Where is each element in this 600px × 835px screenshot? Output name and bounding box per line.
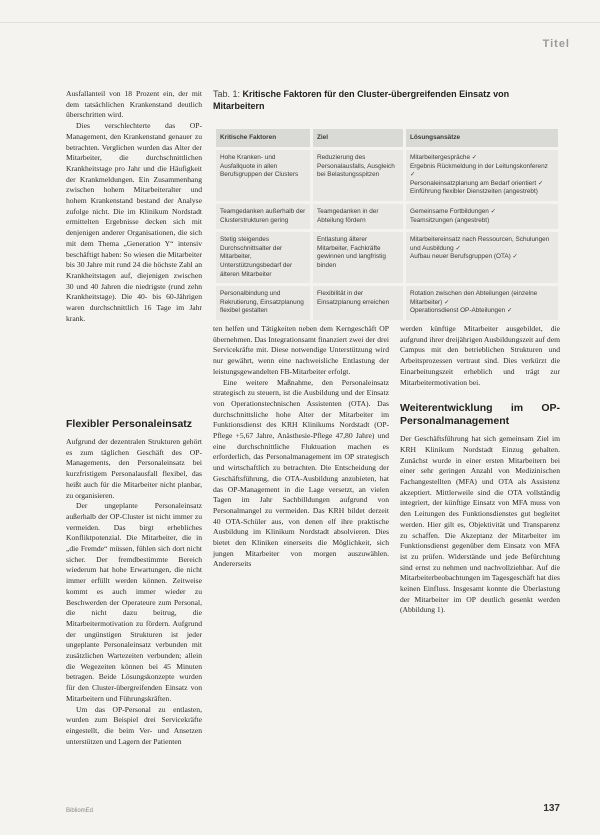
column-header: Kritische Faktoren [216,129,310,147]
paragraph: ten helfen und Tätigkeiten neben dem Kerngeschäft OP übernehmen. Das Integrationsamt finanziert zwei der drei Servicekräfte mit. Diese notwendige Unterstützung wird nur gewährt, wenn eine nachweisliche Entlastung der leistungsgewandelten FB-Mitarbeiter erfolgt. [213,324,389,376]
page-number: 137 [543,803,560,814]
table-row [216,232,558,283]
solutions-cell [406,204,558,229]
table-caption-title: Kritische Faktoren für den Cluster-übergreifenden Einsatz von Mitarbeitern [213,89,510,111]
paragraph: werden künftige Mitarbeiter ausgebildet, die aufgrund ihrer dreijährigen Ausbildungszeit auf dem Campus mit den betrieblichen Strukturen und Arbeitsprozessen vertraut sind. Dies verkürzt die Einarbeitungszeit erheblich und trägt zur Mitarbeitermotivation bei. [400,324,560,387]
column-1-bottom [66,418,202,747]
goal-cell: Teamgedanken in der Abteilung fördern [313,204,403,229]
solution-item: Einführung flexibler Dienstzeiten (angestrebt) [410,188,538,196]
paragraph: Um das OP-Personal zu entlasten, wurden zum Beispiel drei Servicekräfte eingestellt, die beim Ver- und Ansetzen unterstützen und Lagern der Patienten [66,704,202,746]
table-caption [213,89,561,112]
goal-cell: Entlastung älterer Mitarbeiter, Fachkräfte gewinnen und langfristig binden [313,232,403,283]
solution-item: Rotation zwischen den Abteilungen (einzelne Mitarbeiter) ✓ [410,290,538,306]
footer-publisher: BibliomEd [66,808,94,814]
paragraph: Ausfallanteil von 18 Prozent ein, der mit dem tatsächlichen Krankenstand deutlich überschritten wird. [66,89,202,120]
paragraph: Aufgrund der dezentralen Strukturen gehört es zum täglichen Geschäft des OP-Managements, den Personaleinsatz bei kurzfristigem Personalausfall flexibel, das heißt auch für die Mitarbeiter nicht planbar, zu organisieren. [66,437,202,500]
column-2 [213,324,389,570]
table-row [216,150,558,201]
goal-cell: Reduzierung des Personalausfalls, Ausgleich bei Belastungsspitzen [313,150,403,201]
column-1-top [66,89,202,324]
solution-item: Gemeinsame Fortbildungen ✓ [410,207,496,215]
factor-cell: Stetig steigendes Durchschnittsalter der Mitarbeiter, Unterstützungsbedarf der älteren Mitarbeiter [216,232,310,283]
solution-item: Personaleinsatzplanung am Bedarf orientiert ✓ [410,179,544,187]
paragraph: Der Geschäftsführung hat sich gemeinsam Ziel im KRH Klinikum Nordstadt Einzug gehalten. Zunächst wurde in einer ersten Mitarbeitern bei einer sehr geringen Anzahl von Medizinischen Fachangestellten (MFA) und OTA als Assistenz akzeptiert. Mittlerweile sind die OTA vollständig integriert, der künftige Einsatz von MFA muss von den Leitungen des Funktionsdienstes gut begleitet werden. Hier gilt es, Objektivität und Transparenz zu schaffen. Die Akzeptanz der Mitarbeiter im Funktionsdienst gegenüber dem Einsatz von MFA ist zu prüfen. Widerstände und jede Befürchtung sind ernst zu nehmen und nachvollziehbar. Auf die Mitarbeiterbeobachtungen im Tagesgeschäft hat dies keinen Einfluss. Insgesamt konnte die Überlastung der Mitarbeiter im OP deutlich gesenkt werden (Abbildung 1). [400,434,561,615]
table-row [216,286,558,320]
paragraph: Dies verschlechterte das OP-Management, den Krankenstand genauer zu betrachten. Verglichen wurden das Alter der Mitarbeiter, die durchschnittlichen Krankheitstage pro Jahr und die Häufigkeit der Krankmeldungen. Ein Zusammenhang zwischen hohem Mitarbeiteralter und hohem Krankenstand bestand der Analyse zufolge nicht. Die im Klinikum Nordstadt ermittelten Ergebnisse decken sich mit denjenigen anderer Organisationen, die sich mit dem Thema „Generation Y“ intensiv beschäftigt haben: So wiesen die Mitarbeiter bis 30 Jahre mit rund 24 die höchste Zahl an Krankheitstagen auf, diejenigen zwischen 30 und 40 Jahren die niedrigste (rund zehn Krankheitstage). Die 40- bis 60-Jährigen waren durchschnittlich 16 Tage im Jahr krank. [66,121,202,323]
solution-item: Mitarbeitereinsatz nach Ressourcen, Schulungen und Ausbildung ✓ [410,236,550,252]
solution-item: Mitarbeitergespräche ✓ [410,154,478,161]
critical-factors-table [213,126,561,323]
factor-cell: Teamgedanken außerhalb der Clusterstrukturen gering [216,204,310,229]
page-header-title: Titel [542,38,570,50]
column-header: Lösungsansätze [406,129,558,147]
factor-cell: Hohe Kranken- und Ausfallquote in allen Berufsgruppen der Clusters [216,150,310,201]
solution-item: Ergebnis Rückmeldung in der Leitungskonferenz ✓ [410,162,548,179]
table-header-row [216,129,558,147]
table-row [216,204,558,229]
solution-item: Aufbau neuer Berufsgruppen (OTA) ✓ [410,253,518,261]
paragraph: Eine weitere Maßnahme, den Personaleinsatz strategisch zu steuern, ist die Ausbildung und der Einsatz von Operationstechnischen Assistenten (OTA). Das durchschnittsliche hohe Alter der Mitarbeiter im Funktionsdienst des KRH Klinikums Nordstadt (OP-Pflege +5,67 Jahre, Anästhesie-Pflege 47,80 Jahre) und eine durchschnittliche Fluktuation machen es erforderlich, das Personalmanagement im OP strategisch und wirtschaftlich zu betrachten. Die Entscheidung der Geschäftsführung, die OTA-Ausbildung anzubieten, hat das OP-Management in die Lage versetzt, an vielen Tagen im Jahr Sachbilldungen aufgrund von Personalmangel zu vermeiden. Das KRH bildet derzeit 40 OTA-Schüler aus, von denen elf ihre praktische Ausbildung im Klinikum Nordstadt absolvieren. Dies bietet den Kliniken einerseits die Möglichkeit, sich jungen Mitarbeiter von morgen auszuwählen. Andererseits [213,377,389,569]
table-caption-label: Tab. 1: [213,89,241,99]
solution-item: Teamsitzungen (angestrebt) [410,216,490,224]
solutions-cell [406,232,558,283]
column-3 [400,324,560,616]
section-heading: Flexibler Personaleinsatz [66,418,193,430]
paragraph: Der ungeplante Personaleinsatz außerhalb der OP-Cluster ist nicht immer zu vermeiden. Das birgt erhebliches Konfliktpotenzial. Die Mitarbeiter, die in „die Fremde“ müssen, fühlen sich dort nicht sicher. Der fremdbestimmte Bereich wiederum hat hohe Erwartungen, die nicht immer erfüllt werden können. Zeitweise kommt es auch immer wieder zu Beschwerden der Operateure zum Personal, die nicht dazu beitrug, die Mitarbeitermotivation zu fördern. Aufgrund der ungünstigen Strukturen ist jeder ungeplante Personaleinsatz verbunden mit zusätzlichen Wartezeiten verbunden; allein die Wegezeiten können bei 45 Minuten betragen. Beide Lösungskonzepte wurden für den Cluster-übergreifenden Einsatz von Mitarbeitern und Führungskräften. [66,501,202,703]
solutions-cell [406,150,558,201]
goal-cell: Flexibilität in der Einsatzplanung erreichen [313,286,403,320]
solution-item: Operationsdienst OP-Abteilungen ✓ [410,307,513,315]
solutions-cell [406,286,558,320]
factor-cell: Personalbindung und Rekrutierung, Einsatzplanung flexibel gestalten [216,286,310,320]
header-rule [0,22,600,23]
column-header: Ziel [313,129,403,147]
section-heading: Weiterentwicklung im OP-Personalmanagement [400,402,560,428]
